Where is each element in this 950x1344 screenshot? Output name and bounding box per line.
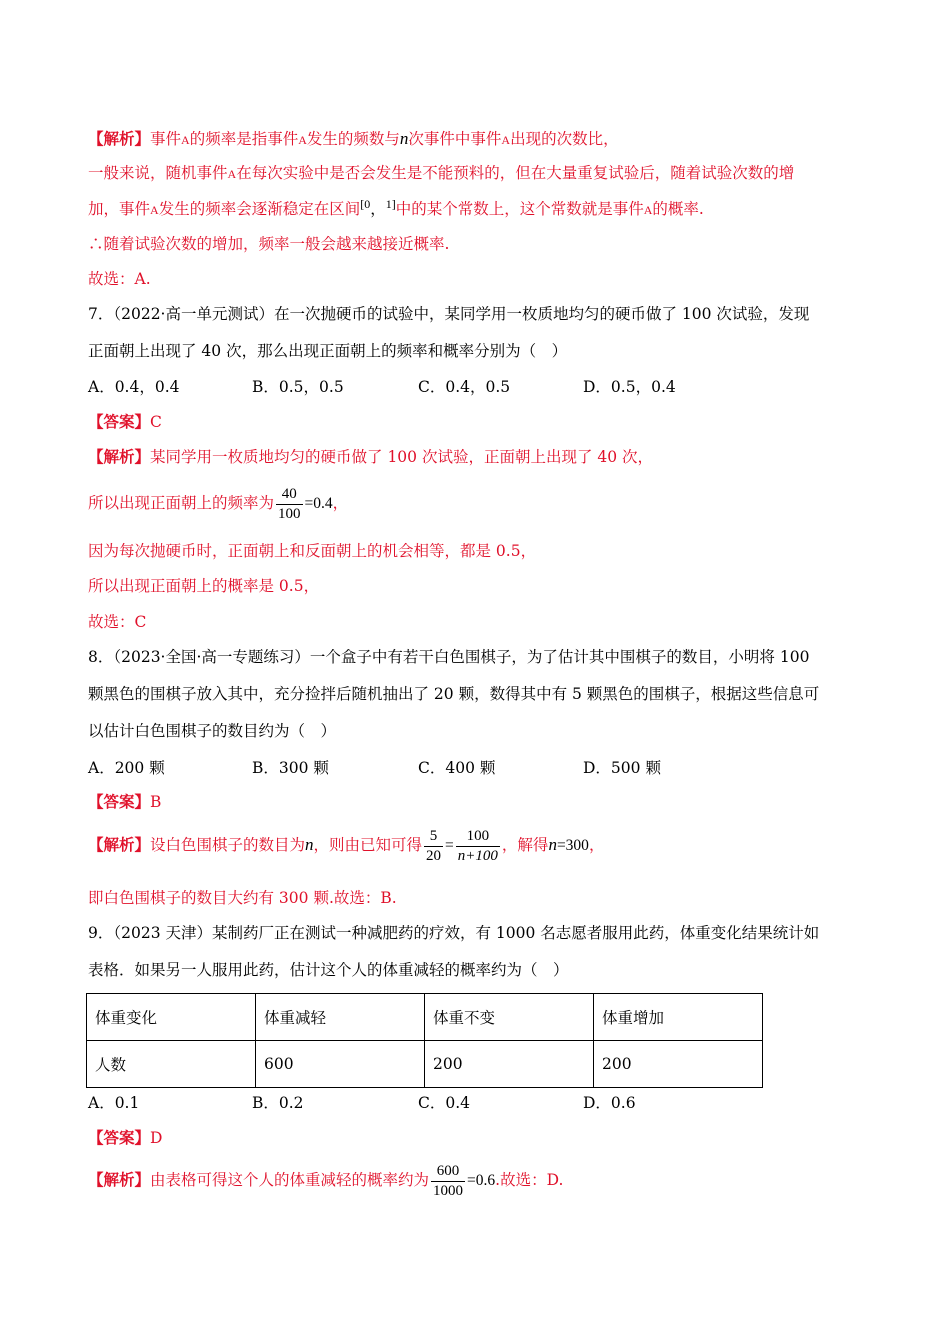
answer-value: D [150, 1129, 163, 1147]
fraction-100-n100 [456, 827, 500, 866]
fraction-denominator: 1000 [433, 1182, 464, 1199]
fraction [276, 485, 303, 524]
analysis-tag: 【解析】 [88, 447, 151, 466]
text: 加，事件 [88, 200, 151, 218]
q6-analysis-line-4: ∴随着试验次数的增加，频率一般会越来越接近概率. [88, 235, 450, 253]
fraction-5-20 [424, 827, 443, 866]
q6-conclusion: 故选：A. [88, 270, 151, 288]
equals-sign: = [445, 837, 454, 854]
text: 次事件中事件 [408, 130, 502, 148]
table-header-cell: 体重减轻 [256, 994, 425, 1041]
table-header-cell: 体重增加 [594, 994, 763, 1041]
text: 的概率. [652, 200, 704, 218]
variable-n: n [399, 129, 409, 148]
text: 中的某个常数上，这个常数就是事件 [395, 200, 644, 218]
q9-answer [88, 1127, 162, 1149]
q6-analysis-line-3 [88, 198, 704, 221]
text: 发生的频率会逐渐稳定在区间 [158, 200, 361, 218]
q7-analysis-line-3: 因为每次抛硬币时，正面朝上和反面朝上的机会相等，都是 0.5， [88, 542, 537, 560]
answer-tag: 【答案】 [88, 1128, 151, 1147]
q6-analysis-line-2 [88, 162, 794, 185]
q8-analysis-line-1 [88, 825, 604, 866]
fraction [431, 1162, 465, 1201]
answer-value: C [150, 413, 162, 431]
fraction-denominator: 20 [426, 847, 442, 864]
variable-n: n [305, 835, 314, 854]
table-row [87, 1041, 763, 1088]
weight-change-table [86, 993, 763, 1088]
table-header-cell: 体重不变 [425, 994, 594, 1041]
q9-option-a: A．0.1 [88, 1094, 140, 1112]
q9-option-c: C．0.4 [418, 1094, 471, 1112]
text: 的频率是指事件 [189, 130, 299, 148]
q7-stem-line-2: 正面朝上出现了 40 次，那么出现正面朝上的频率和概率分别为（ ） [88, 342, 568, 360]
text: ， [332, 494, 349, 512]
event-a: A [150, 203, 159, 217]
q9-option-d: D．0.6 [583, 1094, 636, 1112]
text: .故选：D. [495, 1171, 564, 1189]
text: 发生的频数与 [306, 130, 400, 148]
q7-analysis-line-4: 所以出现正面朝上的概率是 0.5， [88, 577, 320, 595]
fraction-denominator: n+100 [457, 847, 498, 864]
fraction-numerator: 100 [466, 827, 490, 844]
equation: =0.6 [467, 1172, 496, 1189]
q8-option-b: B．300 颗 [252, 759, 329, 777]
q7-analysis-line-1 [88, 446, 653, 468]
interval-open: [0 [360, 197, 371, 211]
text: 由表格可得这个人的体重减轻的概率约为 [150, 1171, 430, 1189]
analysis-tag: 【解析】 [88, 835, 151, 854]
table-cell: 200 [425, 1041, 594, 1088]
q7-analysis-line-2 [88, 484, 348, 524]
text: 在每次实验中是否会发生是不能预料的，但在大量重复试验后，随着试验次数的增 [236, 164, 795, 182]
text: ，则由已知可得 [313, 836, 423, 854]
event-a: A [227, 167, 237, 181]
analysis-tag: 【解析】 [88, 129, 151, 148]
q8-stem-line-1: 8．（2023·全国·高一专题练习）一个盒子中有若干白色围棋子，为了估计其中围棋子的数目，小明将 100 [88, 648, 810, 666]
interval-close: 1] [385, 197, 396, 211]
equation: =0.4 [304, 495, 333, 512]
q9-option-b: B．0.2 [252, 1094, 304, 1112]
fraction-numerator: 40 [281, 485, 297, 502]
answer-value: B [150, 793, 162, 811]
event-a: A [181, 133, 190, 147]
interval-comma: ， [370, 201, 386, 218]
table-cell: 200 [594, 1041, 763, 1088]
q7-answer [88, 411, 162, 433]
q7-option-a: A．0.4，0.4 [88, 378, 180, 396]
q7-option-d: D．0.5，0.4 [583, 378, 676, 396]
text: 一般来说，随机事件 [88, 164, 228, 182]
answer-tag: 【答案】 [88, 412, 151, 431]
q7-conclusion: 故选：C [88, 613, 147, 631]
q8-analysis-line-2: 即白色围棋子的数目大约有 300 颗.故选：B. [88, 889, 397, 907]
text: 出现的次数比， [510, 130, 619, 148]
q7-option-c: C．0.4，0.5 [418, 378, 511, 396]
table-row [87, 994, 763, 1041]
q9-analysis-line-1 [88, 1160, 563, 1201]
answer-tag: 【答案】 [88, 792, 151, 811]
q7-stem-line-1: 7．（2022·高一单元测试）在一次抛硬币的试验中，某同学用一枚质地均匀的硬币做了 100 次试验，发现 [88, 305, 810, 323]
variable-n: n [548, 835, 557, 854]
q8-option-c: C．400 颗 [418, 759, 496, 777]
q8-option-a: A．200 颗 [88, 759, 165, 777]
event-a: A [643, 203, 653, 217]
q8-stem-line-3: 以估计白色围棋子的数目约为（ ） [88, 722, 337, 740]
q9-stem-line-1: 9．（2023 天津）某制药厂正在测试一种减肥药的疗效，有 1000 名志愿者服用此药，体重变化结果统计如 [88, 924, 820, 942]
table-header-cell: 体重变化 [87, 994, 256, 1041]
text: 某同学用一枚质地均匀的硬币做了 100 次试验，正面朝上出现了 40 次， [150, 448, 654, 466]
text: 所以出现正面朝上的频率为 [88, 494, 275, 512]
q6-analysis-line-1 [88, 128, 619, 151]
table-cell: 600 [256, 1041, 425, 1088]
event-a: A [501, 133, 511, 147]
event-a: A [298, 133, 307, 147]
fraction-numerator: 600 [436, 1162, 460, 1179]
q8-stem-line-2: 颗黑色的围棋子放入其中，充分捡拌后随机抽出了 20 颗，数得其中有 5 颗黑色的围棋子，根据这些信息可 [88, 685, 820, 703]
q8-answer [88, 791, 161, 813]
q9-stem-line-2: 表格．如果另一人服用此药，估计这个人的体重减轻的概率约为（ ） [88, 961, 569, 979]
text: ，解得 [501, 836, 549, 854]
equation: =300 [556, 837, 589, 854]
fraction-denominator: 100 [278, 505, 301, 522]
table-cell: 人数 [87, 1041, 256, 1088]
analysis-tag: 【解析】 [88, 1170, 151, 1189]
q8-option-d: D．500 颗 [583, 759, 661, 777]
text: ， [588, 836, 605, 854]
fraction-numerator: 5 [429, 827, 438, 844]
q7-option-b: B．0.5，0.5 [252, 378, 344, 396]
text: 设白色围棋子的数目为 [150, 836, 306, 854]
text: 事件 [150, 130, 182, 148]
